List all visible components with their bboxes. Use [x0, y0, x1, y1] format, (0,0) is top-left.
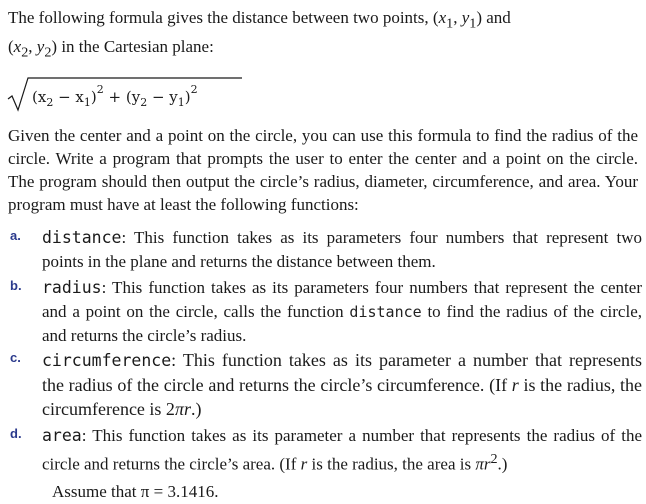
function-name: radius — [42, 278, 102, 297]
distance-formula — [6, 72, 246, 112]
item-letter: d. — [10, 426, 22, 441]
item-body: distance: This function takes as its parameters four numbers that represent two points in the plane and returns the distance between them. — [42, 228, 642, 271]
function-name: circumference — [42, 351, 172, 370]
assume-pi-note: Assume that π = 3.1416. — [52, 482, 219, 501]
item-letter: b. — [10, 278, 22, 293]
item-body: area: This function takes as its parameter a number that represents the radius of the circle and returns the circle’s area. (If r is the radius, the area is $\pi r^2$.) — [42, 426, 642, 474]
given-paragraph: Given the center and a point on the circle, you can use this formula to find the radius of the circle. Write a program that prompts the user to enter the center and a point on the circle. The program should then output the circle’s radius, diameter, circumference, and area. Your program must have at least the following functions: — [8, 126, 638, 214]
item-body: circumference: This function takes as its parameter a number that represents the radius of the circle and returns the circle’s circumference. (If r is the radius, the circumference is 2πr.) — [42, 350, 643, 419]
formula-text: $(x_2 - x_1)^2 + (y_2 - y_1)^2$ — [32, 83, 198, 109]
item-letter: a. — [10, 228, 21, 243]
formula-svg — [6, 72, 246, 114]
item-body: radius: This function takes as its parameters four numbers that represent the center and a point on the circle, calls the function distance to find the radius of the circle, and returns the circle’s radius. — [42, 278, 642, 345]
intro-paragraph: The following formula gives the distance between two points, ($x_1$, $y_1$) and ($x_2$, $y_2$) in the Cartesian plane: — [8, 8, 511, 61]
function-name: distance — [42, 228, 122, 247]
function-name: area — [42, 426, 82, 445]
function-name: distance — [349, 302, 422, 321]
item-letter: c. — [10, 350, 21, 365]
